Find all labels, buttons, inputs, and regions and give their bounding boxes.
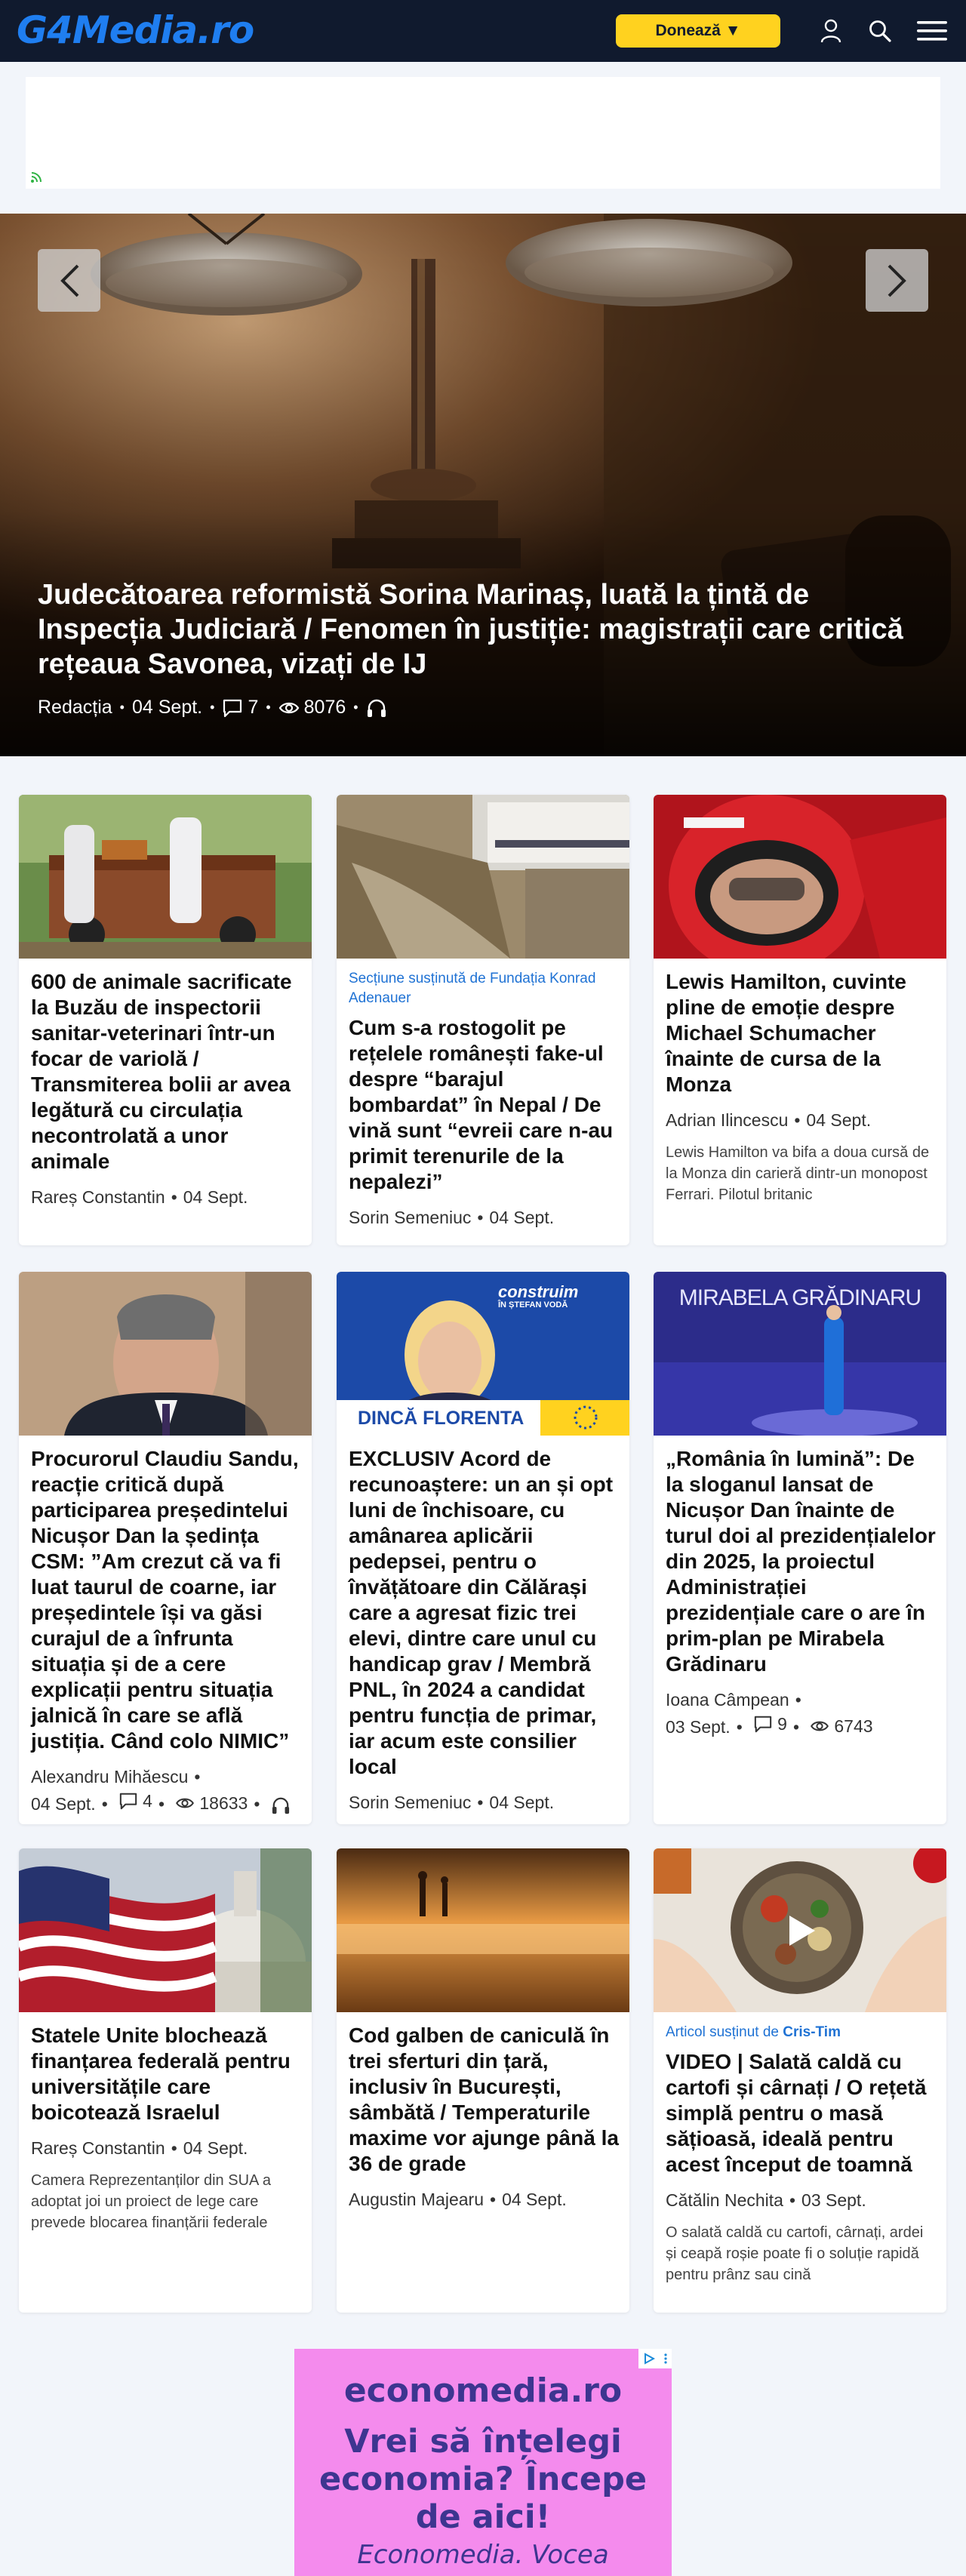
search-icon[interactable] bbox=[863, 14, 897, 48]
article-date: 04 Sept. bbox=[489, 1208, 555, 1227]
chevron-left-icon bbox=[58, 263, 81, 299]
more-options-icon bbox=[663, 2353, 668, 2365]
article-title[interactable]: Cum s-a rostogolit pe rețelele românești fake-ul despre “barajul bombardat” în Nepal / De vină sunt “evreii care n-au primit terenurile de la nepalezi” bbox=[349, 1016, 614, 1193]
article-date: 04 Sept. bbox=[502, 2190, 567, 2209]
article-title[interactable]: Procurorul Claudiu Sandu, reacție critică după participarea președintelui Nicușor Dan la ședința CSM: ”Am crezut că va fi luat taurul de coarne, iar președintele își va găsi curajul de a înfrunta situația și de a cere explicații pentru situația jalnică în care se află justiția. Când colo NIMIC” bbox=[31, 1447, 299, 1753]
article-card[interactable] bbox=[19, 1848, 312, 2313]
article-title[interactable]: Lewis Hamilton, cuvinte pline de emoție despre Michael Schumacher înainte de cursa de la Monza bbox=[666, 970, 906, 1096]
article-excerpt: O salată caldă cu cartofi, cârnați, ardei și ceapă roșie poate fi o soluție rapidă pentru prânz sau cină bbox=[666, 2224, 924, 2283]
comment-icon bbox=[118, 1792, 138, 1810]
headphones-icon[interactable] bbox=[366, 698, 387, 718]
article-views: 18633 bbox=[199, 1793, 248, 1813]
article-thumbnail[interactable] bbox=[337, 1848, 629, 2012]
article-author[interactable]: Adrian Ilincescu bbox=[666, 1110, 789, 1130]
article-title[interactable]: Cod galben de caniculă în trei sferturi din țară, inclusiv în București, sâmbătă / Temperaturile maxime vor ajunge până la 36 de grade bbox=[349, 2024, 619, 2175]
article-date: 03 Sept. bbox=[666, 1717, 731, 1737]
article-author[interactable]: Rareș Constantin bbox=[31, 1187, 165, 1207]
comment-icon bbox=[222, 698, 243, 718]
thumb-caption: MIRABELA GRĂDINARU bbox=[678, 1285, 921, 1310]
article-author[interactable]: Rareș Constantin bbox=[31, 2138, 165, 2158]
article-views: 6743 bbox=[834, 1716, 873, 1736]
hero-next-button[interactable] bbox=[866, 249, 928, 312]
article-date: 04 Sept. bbox=[806, 1110, 872, 1130]
eye-icon bbox=[810, 1719, 829, 1733]
article-card[interactable] bbox=[337, 795, 629, 1245]
site-header bbox=[0, 0, 966, 62]
article-card[interactable] bbox=[19, 1272, 312, 1824]
article-title[interactable]: EXCLUSIV Acord de recunoaștere: un an și opt luni de închisoare, cu amânarea aplicării pedepsei, pentru o învățătoare din Călărași care a agresat fizic trei elevi, dintre care unul cu handicap grav / Membră PNL, în 2024 a candidat pentru funcția de primar, iar acum este consilier local bbox=[349, 1447, 614, 1778]
article-meta: Rareș Constantin • 04 Sept. bbox=[31, 2138, 248, 2158]
article-card[interactable] bbox=[654, 1272, 946, 1824]
sponsor-prefix: Secțiune susținută de Fundația Konrad Adenauer bbox=[349, 971, 596, 1006]
comment-icon bbox=[753, 1715, 773, 1733]
article-meta: Ioana Câmpean • 03 Sept. • 9 • 6743 bbox=[666, 1690, 873, 1737]
article-thumbnail[interactable] bbox=[654, 1848, 946, 2012]
sponsor-label[interactable] bbox=[349, 969, 619, 1008]
eye-icon bbox=[278, 700, 300, 716]
article-title[interactable]: VIDEO | Salată caldă cu cartofi și cârnați / O rețetă simplă pentru o masă sățioasă, ideală pentru acest început de toamnă bbox=[666, 2050, 927, 2176]
adchoices-icon[interactable] bbox=[29, 171, 43, 184]
article-title[interactable]: 600 de animale sacrificate la Buzău de inspectorii sanitar-veterinari într-un focar de variolă / Transmiterea bolii ar avea legătură cu circulația necontrolată a unor animale bbox=[31, 970, 292, 1173]
article-thumbnail[interactable] bbox=[337, 795, 629, 959]
article-title[interactable]: „România în lumină”: De la sloganul lansat de Nicușor Dan înainte de turul doi al prezidențialelor din 2025, la proiectul Administrației prezidențiale care o are în prim-plan pe Mirabela Grădinaru bbox=[666, 1447, 936, 1676]
article-card[interactable] bbox=[654, 795, 946, 1245]
article-author[interactable]: Sorin Semeniuc bbox=[349, 1208, 472, 1227]
adchoices-badge[interactable] bbox=[638, 2349, 672, 2368]
ad-banner-economedia[interactable] bbox=[294, 2349, 672, 2576]
article-author[interactable]: Ioana Câmpean bbox=[666, 1690, 789, 1710]
ad-subtitle: Economedia. Vocea bbox=[357, 2540, 609, 2570]
article-meta: Cătălin Nechita • 03 Sept. bbox=[666, 2190, 866, 2210]
hero-views: 8076 bbox=[303, 697, 346, 718]
ad-banner[interactable] bbox=[26, 77, 940, 189]
article-meta: Alexandru Mihăescu • 04 Sept. • 4 • 18633 • bbox=[31, 1765, 301, 1816]
hero-meta: Redacția • 04 Sept. • 7 • 8076 • bbox=[38, 697, 387, 719]
site-logo[interactable]: G4Media.ro bbox=[17, 8, 254, 52]
article-author[interactable]: Sorin Semeniuc bbox=[349, 1793, 472, 1812]
article-excerpt: Lewis Hamilton va bifa a doua cursă de la Monza din carieră dintr-un monopost Ferrari. Pilotul britanic bbox=[666, 1144, 930, 1203]
article-meta: Augustin Majearu • 04 Sept. bbox=[349, 2190, 567, 2209]
thumb-badge: construim bbox=[498, 1282, 579, 1301]
ad-logo: economedia.ro bbox=[343, 2371, 623, 2410]
article-date: 04 Sept. bbox=[183, 1187, 248, 1207]
ad-headline: Vrei să înțelegi economia? Începe de aici! bbox=[318, 2423, 648, 2536]
article-date: 04 Sept. bbox=[489, 1793, 555, 1812]
article-card[interactable] bbox=[337, 1848, 629, 2313]
hero-date: 04 Sept. bbox=[131, 697, 203, 718]
eye-icon bbox=[175, 1796, 195, 1810]
article-thumbnail[interactable] bbox=[19, 1848, 312, 2012]
thumb-caption: DINCĂ FLORENTA bbox=[358, 1408, 525, 1429]
article-date: 04 Sept. bbox=[31, 1794, 96, 1814]
hero-prev-button[interactable] bbox=[38, 249, 100, 312]
article-excerpt: Camera Reprezentanților din SUA a adoptat joi un proiect de lege care prevede blocarea finanțării federale bbox=[31, 2172, 271, 2231]
article-card[interactable] bbox=[337, 1272, 629, 1824]
article-comments: 9 bbox=[777, 1714, 787, 1734]
sponsor-label[interactable] bbox=[666, 2023, 936, 2042]
article-meta: Sorin Semeniuc • 04 Sept. bbox=[349, 1793, 555, 1812]
article-comments: 4 bbox=[143, 1791, 152, 1811]
chevron-right-icon bbox=[886, 263, 909, 299]
article-date: 04 Sept. bbox=[183, 2138, 248, 2158]
article-card[interactable] bbox=[19, 795, 312, 1245]
adchoices-icon bbox=[643, 2353, 655, 2365]
article-author[interactable]: Alexandru Mihăescu bbox=[31, 1767, 189, 1787]
article-meta: Rareș Constantin • 04 Sept. bbox=[31, 1187, 248, 1207]
sponsor-name[interactable]: Cris-Tim bbox=[783, 2024, 841, 2040]
article-meta: Sorin Semeniuc • 04 Sept. bbox=[349, 1208, 555, 1227]
hero-title[interactable]: Judecătoarea reformistă Sorina Marinaș, luată la țintă de Inspecția Judiciară / Fenomen în justiție: magistrații care critică rețeaua Savonea, vizați de IJ bbox=[38, 579, 903, 680]
hero-comments: 7 bbox=[248, 697, 259, 718]
article-thumbnail[interactable] bbox=[19, 1272, 312, 1436]
sponsor-prefix: Articol susținut de bbox=[666, 2024, 779, 2040]
user-icon[interactable] bbox=[814, 14, 848, 48]
headphones-icon[interactable] bbox=[271, 1796, 291, 1814]
donate-button[interactable]: Donează ▼ bbox=[616, 14, 780, 48]
article-thumbnail[interactable] bbox=[654, 795, 946, 959]
article-author[interactable]: Cătălin Nechita bbox=[666, 2190, 783, 2210]
thumb-badge-sub: ÎN ȘTEFAN VODĂ bbox=[498, 1300, 568, 1310]
article-author[interactable]: Augustin Majearu bbox=[349, 2190, 484, 2209]
article-thumbnail[interactable] bbox=[337, 1272, 629, 1436]
menu-icon[interactable] bbox=[915, 14, 949, 48]
hero-author[interactable]: Redacția bbox=[38, 697, 112, 718]
article-thumbnail[interactable] bbox=[654, 1272, 946, 1436]
article-title[interactable]: Statele Unite blochează finanțarea federală pentru universitățile care boicotează Israelul bbox=[31, 2024, 291, 2124]
article-card[interactable] bbox=[654, 1848, 946, 2313]
article-date: 03 Sept. bbox=[801, 2190, 866, 2210]
play-icon[interactable] bbox=[782, 1913, 818, 1949]
article-thumbnail[interactable] bbox=[19, 795, 312, 959]
article-meta: Adrian Ilincescu • 04 Sept. bbox=[666, 1110, 872, 1130]
hero-article[interactable] bbox=[0, 214, 966, 756]
